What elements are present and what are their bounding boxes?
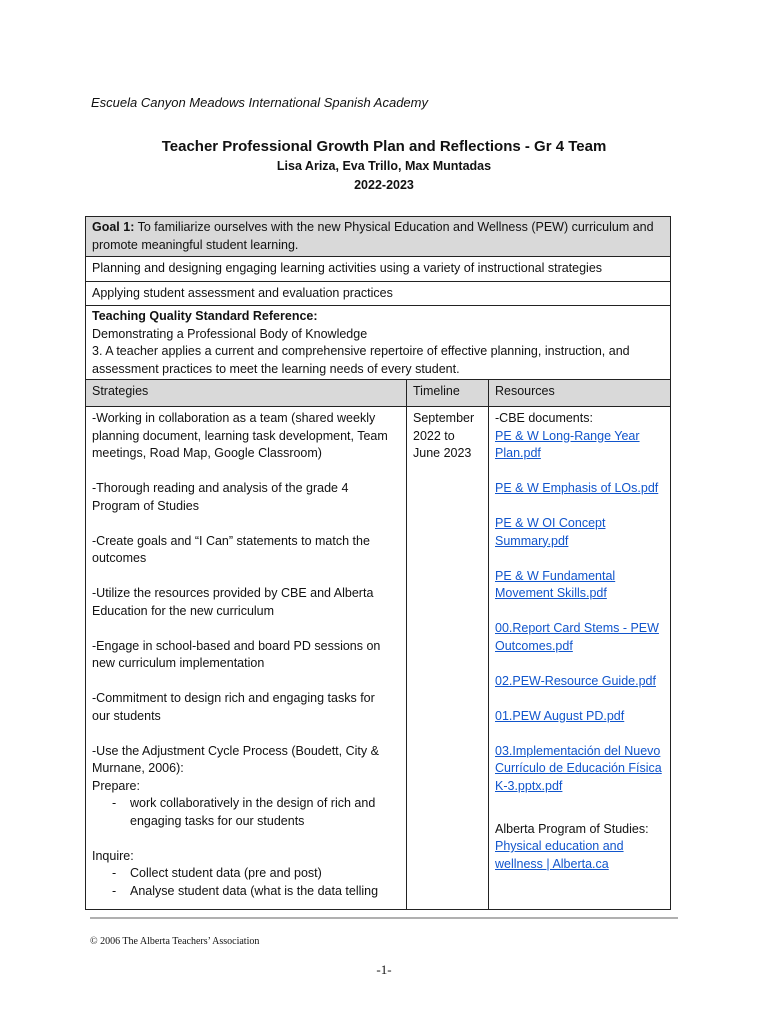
inquire-list-item: - Collect student data (pre and post) bbox=[92, 865, 396, 883]
inquire-list-item: - Analyse student data (what is the data telling bbox=[92, 883, 396, 901]
timeline-cell: September 2022 to June 2023 bbox=[407, 407, 489, 909]
tqs-description: 3. A teacher applies a current and comprehensive repertoire of effective planning, instruction, and assessment practices to meet the learning needs of every student. bbox=[92, 344, 630, 376]
prepare-list-item: - work collaboratively in the design of rich and engaging tasks for our students bbox=[92, 795, 396, 830]
document-title: Teacher Professional Growth Plan and Reflections - Gr 4 Team bbox=[161, 138, 607, 155]
resources-intro: -CBE documents: bbox=[495, 411, 593, 425]
bullet: - bbox=[112, 883, 117, 898]
table-header-row bbox=[86, 380, 670, 407]
footer-copyright: © 2006 The Alberta Teachers’ Association bbox=[90, 936, 260, 947]
resource-link-implementacion[interactable]: 03.Implementación del Nuevo Currículo de Educación Física K-3.pptx.pdf bbox=[495, 743, 662, 793]
strategy-item: -Commitment to design rich and engaging tasks for our students bbox=[92, 691, 375, 723]
focus-row-assessment: Applying student assessment and evaluation practices bbox=[86, 282, 670, 307]
strategy-item: -Working in collaboration as a team (shared weekly planning document, learning task development, Team meetings, Road Map, Google Classroom) bbox=[92, 411, 388, 460]
strategy-item: -Use the Adjustment Cycle Process (Boudett, City & Murnane, 2006): bbox=[92, 743, 379, 775]
alberta-program-link[interactable]: Physical education and wellness | Alberta.ca bbox=[495, 839, 624, 871]
footer-divider bbox=[90, 917, 678, 919]
resource-link-emphasis-los[interactable]: PE & W Emphasis of LOs.pdf bbox=[495, 481, 659, 495]
goal-text: To familiarize ourselves with the new Physical Education and Wellness (PEW) curriculum and promote meaningful student learning. bbox=[92, 220, 654, 252]
strategy-item: -Create goals and “I Can” statements to match the outcomes bbox=[92, 533, 370, 565]
table-body-row bbox=[86, 407, 670, 910]
strategy-item: -Utilize the resources provided by CBE and Alberta Education for the new curriculum bbox=[92, 586, 374, 618]
header-resources: Resources bbox=[495, 384, 555, 398]
strategy-item: -Thorough reading and analysis of the grade 4 Program of Studies bbox=[92, 481, 349, 513]
school-name: Escuela Canyon Meadows International Spanish Academy bbox=[91, 95, 428, 110]
tqs-competency: Demonstrating a Professional Body of Knowledge bbox=[92, 326, 368, 341]
goal-row bbox=[86, 217, 670, 257]
header-strategies: Strategies bbox=[86, 380, 407, 406]
bullet: - bbox=[112, 796, 117, 810]
bullet: - bbox=[112, 866, 117, 880]
resource-link-long-range-plan[interactable]: PE & W Long-Range Year Plan.pdf bbox=[495, 428, 640, 460]
growth-plan-table bbox=[85, 216, 671, 910]
goal-label: Goal 1: bbox=[92, 220, 135, 234]
resource-link-report-card-stems[interactable]: 00.Report Card Stems - PEW Outcomes.pdf bbox=[495, 621, 659, 653]
inquire-label: Inquire: bbox=[92, 848, 134, 863]
authors: Lisa Ariza, Eva Trillo, Max Muntadas bbox=[276, 159, 492, 173]
focus-row-planning: Planning and designing engaging learning activities using a variety of instructional strategies bbox=[86, 257, 670, 282]
school-year: 2022-2023 bbox=[354, 178, 414, 192]
resource-link-august-pd[interactable]: 01.PEW August PD.pdf bbox=[495, 708, 625, 723]
tqs-row bbox=[86, 306, 670, 380]
resources-cell bbox=[489, 407, 670, 909]
strategies-cell bbox=[86, 407, 407, 909]
header-timeline: Timeline bbox=[407, 380, 489, 406]
resource-link-resource-guide[interactable]: 02.PEW-Resource Guide.pdf bbox=[495, 673, 656, 688]
resource-link-oi-concept-summary[interactable]: PE & W OI Concept Summary.pdf bbox=[495, 516, 606, 548]
resource-link-fundamental-movement-skills[interactable]: PE & W Fundamental Movement Skills.pdf bbox=[495, 568, 616, 600]
prepare-label: Prepare: bbox=[92, 778, 140, 793]
page-number: -1- bbox=[376, 962, 392, 977]
strategy-item: -Engage in school-based and board PD sessions on new curriculum implementation bbox=[92, 638, 381, 670]
alberta-label: Alberta Program of Studies: bbox=[495, 821, 649, 836]
tqs-label: Teaching Quality Standard Reference: bbox=[92, 309, 318, 323]
